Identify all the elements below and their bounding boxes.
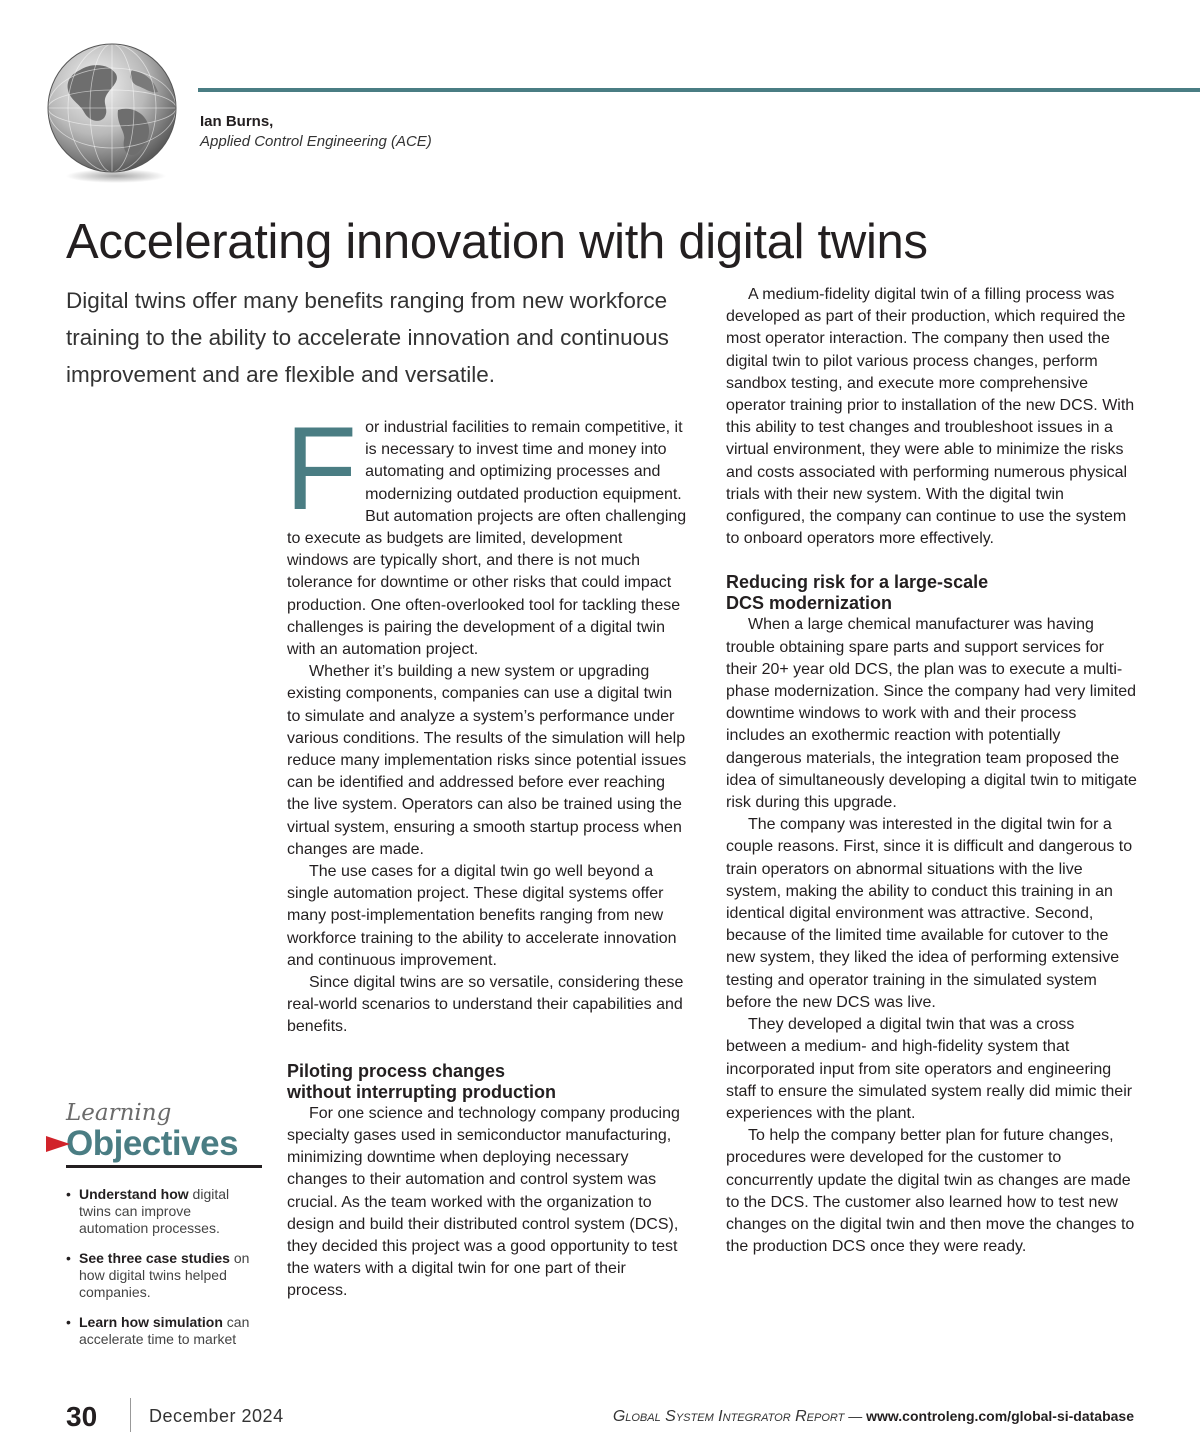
body-column-right: [726, 284, 1138, 1258]
learning-objectives-list: [66, 1186, 258, 1348]
body-paragraph: Whether it’s building a new system or upgrading existing components, companies can use a digital twin to simulate and analyze a system’s performance under various conditions. The results of the simulation will help reduce many implementation risks since potential issues can be identified and addressed before ever reaching the live system. Operators can also be trained using the virtual system, ensuring a smooth startup process when changes are made.: [287, 663, 687, 858]
body-paragraph: For one science and technology company producing specialty gases used in semiconductor manufacturing, minimizing downtime when deploying necessary changes to their automation and control system was crucial. As the team worked with the organization to design and build their distributed control system (DCS), they decided this project was a good opportunity to test the waters with a digital twin for one part of their process.: [287, 1104, 680, 1300]
objective-lead: Understand how: [79, 1186, 189, 1202]
objective-text: digital twins can improve automation processes.: [79, 1186, 230, 1236]
objective-text: on how digital twins helped companies.: [79, 1250, 250, 1300]
article-headline: Accelerating innovation with digital twins: [66, 215, 928, 269]
header-rule: [198, 88, 1200, 92]
publication-name: Global System Integrator Report: [612, 1408, 845, 1425]
subhead-line: without interrupting production: [287, 1081, 556, 1102]
article-deck: Digital twins offer many benefits ranging from new workforce training to the ability to accelerate innovation and continuous improvement and are flexible and versatile.: [66, 288, 669, 387]
author-byline: [200, 112, 432, 152]
learning-objectives-box: [46, 1100, 258, 1361]
author-name: Ian Burns,: [200, 113, 274, 130]
learning-objectives-rule: [66, 1165, 262, 1168]
publication-url[interactable]: www.controleng.com/global-si-database: [866, 1408, 1134, 1424]
section-subhead: [726, 572, 1138, 614]
objective-text: can accelerate time to market: [79, 1314, 250, 1347]
page-number: 30: [66, 1401, 98, 1432]
list-item: [66, 1314, 258, 1348]
body-paragraph: When a large chemical manufacturer was having trouble obtaining spare parts and support services for their 20+ year old DCS, the plan was to execute a multi-phase modernization. Since the company had very limited downtime windows to work with and their process includes an exothermic reaction with potentially dangerous materials, the integration team proposed the idea of simultaneously developing a digital twin to mitigate risk during this upgrade.: [726, 616, 1137, 812]
issue-date: December 2024: [149, 1406, 284, 1426]
body-paragraph: They developed a digital twin that was a cross between a medium- and high-fidelity system that incorporated input from site operators and engineering staff to ensure the simulated system really did mimic their experiences with the plant.: [726, 1016, 1133, 1122]
body-paragraph: [285, 403, 687, 661]
objective-lead: See three case studies: [79, 1250, 230, 1266]
footer-separator: —: [844, 1408, 867, 1424]
author-organization: Applied Control Engineering (ACE): [200, 133, 432, 150]
objective-lead: Learn how simulation: [79, 1314, 223, 1330]
list-item: [66, 1250, 258, 1301]
body-paragraph-text: or industrial facilities to remain competitive, it is necessary to invest time and money into automating and optimizing processes and modernizing outdated production equipment. But automation projects are often challenging to execute as budgets are limited, development windows are typically short, and there is not much tolerance for downtime or other risks that could impact production. One often-overlooked tool for tackling these challenges is pairing the development of a digital twin with an automation project.: [287, 419, 687, 659]
drop-cap: F: [285, 403, 358, 535]
learning-objectives-heading-learning: Learning: [66, 1100, 172, 1126]
body-paragraph: The company was interested in the digital twin for a couple reasons. First, since it is difficult and dangerous to train operators on abnormal situations with the live system, making the ability to conduct this training in an identical digital environment was attractive. Second, because of the limited time available for cutover to the new system, they liked the idea of performing extensive testing and operator training in the simulated system before the new DCS was live.: [726, 816, 1133, 1011]
subhead-line: DCS modernization: [726, 593, 893, 614]
globe-icon: [40, 40, 185, 185]
red-arrow-icon: [46, 1136, 70, 1152]
body-paragraph: To help the company better plan for future changes, procedures were developed for the customer to concurrently update the digital twin as changes are made to the DCS. The customer also learned how to test new changes on the digital twin and then move the changes to the production DCS once they were ready.: [726, 1127, 1135, 1256]
footer-divider: [130, 1398, 131, 1432]
body-paragraph: Since digital twins are so versatile, considering these real-world scenarios to understand their capabilities and benefits.: [287, 974, 684, 1036]
body-column-middle: [285, 403, 687, 1303]
section-subhead: [287, 1061, 687, 1103]
subhead-line: Reducing risk for a large-scale: [726, 572, 989, 593]
list-item: [66, 1186, 258, 1237]
body-paragraph: A medium-fidelity digital twin of a filling process was developed as part of their production, which required the most operator interaction. The company then used the digital twin to pilot various process changes, perform sandbox testing, and execute more comprehensive operator training prior to installation of the new DCS. With this ability to test changes and troubleshoot issues in a virtual environment, they were able to minimize the risks and costs associated with performing numerous physical trials with their new system. With the digital twin configured, the company can continue to use the system to onboard operators more effectively.: [726, 286, 1135, 548]
body-paragraph: The use cases for a digital twin go well beyond a single automation project. These digital systems offer many post-implementation benefits ranging from new workforce training to the ability to accelerate innovation and continuous improvement.: [287, 863, 677, 969]
subhead-line: Piloting process changes: [287, 1060, 506, 1081]
learning-objectives-heading-objectives: Objectives: [66, 1124, 239, 1163]
footer-publication: [613, 1407, 1134, 1426]
